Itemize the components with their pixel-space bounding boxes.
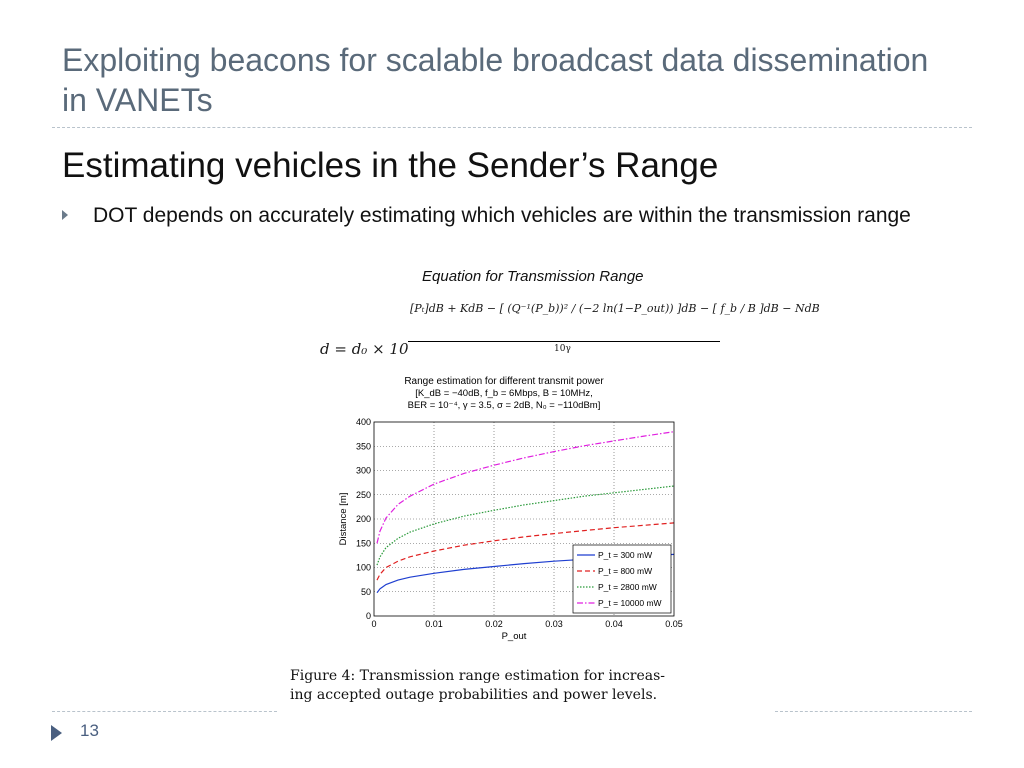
range-estimation-chart [334, 372, 690, 648]
x-tick-label: 0 [371, 619, 377, 629]
figure-caption [290, 667, 760, 705]
chart-subtitle-1: [K_dB = −40dB, f_b = 6Mbps, B = 10MHz, [415, 388, 593, 399]
chart-subtitle-2: BER = 10⁻⁴, γ = 3.5, σ = 2dB, N₀ = −110dBm] [407, 400, 601, 411]
page-arrow-icon [51, 725, 62, 741]
legend-label-4: P_t = 10000 mW [598, 598, 662, 608]
bullet-arrow-icon [62, 210, 68, 220]
figure-caption-line2: ing accepted outage probabilities and power levels. [290, 687, 658, 703]
legend-label-3: P_t = 2800 mW [598, 582, 657, 592]
footer-divider-left [52, 711, 277, 712]
legend-label-1: P_t = 300 mW [598, 550, 653, 560]
x-tick-label: 0.03 [545, 619, 563, 629]
transmission-range-equation [316, 296, 820, 358]
legend-label-2: P_t = 800 mW [598, 566, 653, 576]
y-tick-label: 50 [360, 586, 371, 597]
y-tick-label: 0 [365, 611, 371, 621]
y-tick-label: 400 [355, 417, 371, 427]
y-tick-label: 300 [355, 465, 371, 476]
x-tick-label: 0.04 [605, 619, 623, 629]
y-tick-label: 200 [355, 514, 371, 524]
y-axis-label: Distance [m] [338, 492, 349, 546]
y-tick-label: 150 [355, 538, 371, 549]
equation-fraction-bar [408, 341, 720, 342]
slide-title: Exploiting beacons for scalable broadcast data dissemination in VANETs [62, 42, 929, 118]
y-tick-label: 250 [355, 489, 371, 500]
bullet-text: DOT depends on accurately estimating which vehicles are within the transmission range [93, 204, 911, 227]
figure-caption-line1: Figure 4: Transmission range estimation for increas- [290, 668, 666, 684]
section-heading: Estimating vehicles in the Sender’s Range [62, 146, 719, 185]
equation-base: d = d₀ × 10 [320, 340, 409, 358]
equation-denominator: 10γ [554, 344, 571, 354]
title-divider [52, 127, 972, 128]
x-axis-label: P_out [501, 631, 527, 642]
x-tick-label: 0.02 [485, 619, 503, 629]
chart-title: Range estimation for different transmit power [404, 376, 604, 387]
y-tick-label: 100 [355, 562, 371, 573]
equation-caption: Equation for Transmission Range [422, 268, 644, 285]
x-tick-label: 0.01 [425, 619, 443, 629]
equation-exponent: [Pₜ]dB + KdB − [ (Q⁻¹(P_b))² / (−2 ln(1−P_out)) ]dB − [ f_b / B ]dB − NdB [410, 302, 820, 315]
footer-divider-right [775, 711, 972, 712]
page-number: 13 [80, 721, 99, 740]
x-tick-label: 0.05 [665, 619, 683, 629]
y-tick-label: 350 [355, 441, 371, 452]
